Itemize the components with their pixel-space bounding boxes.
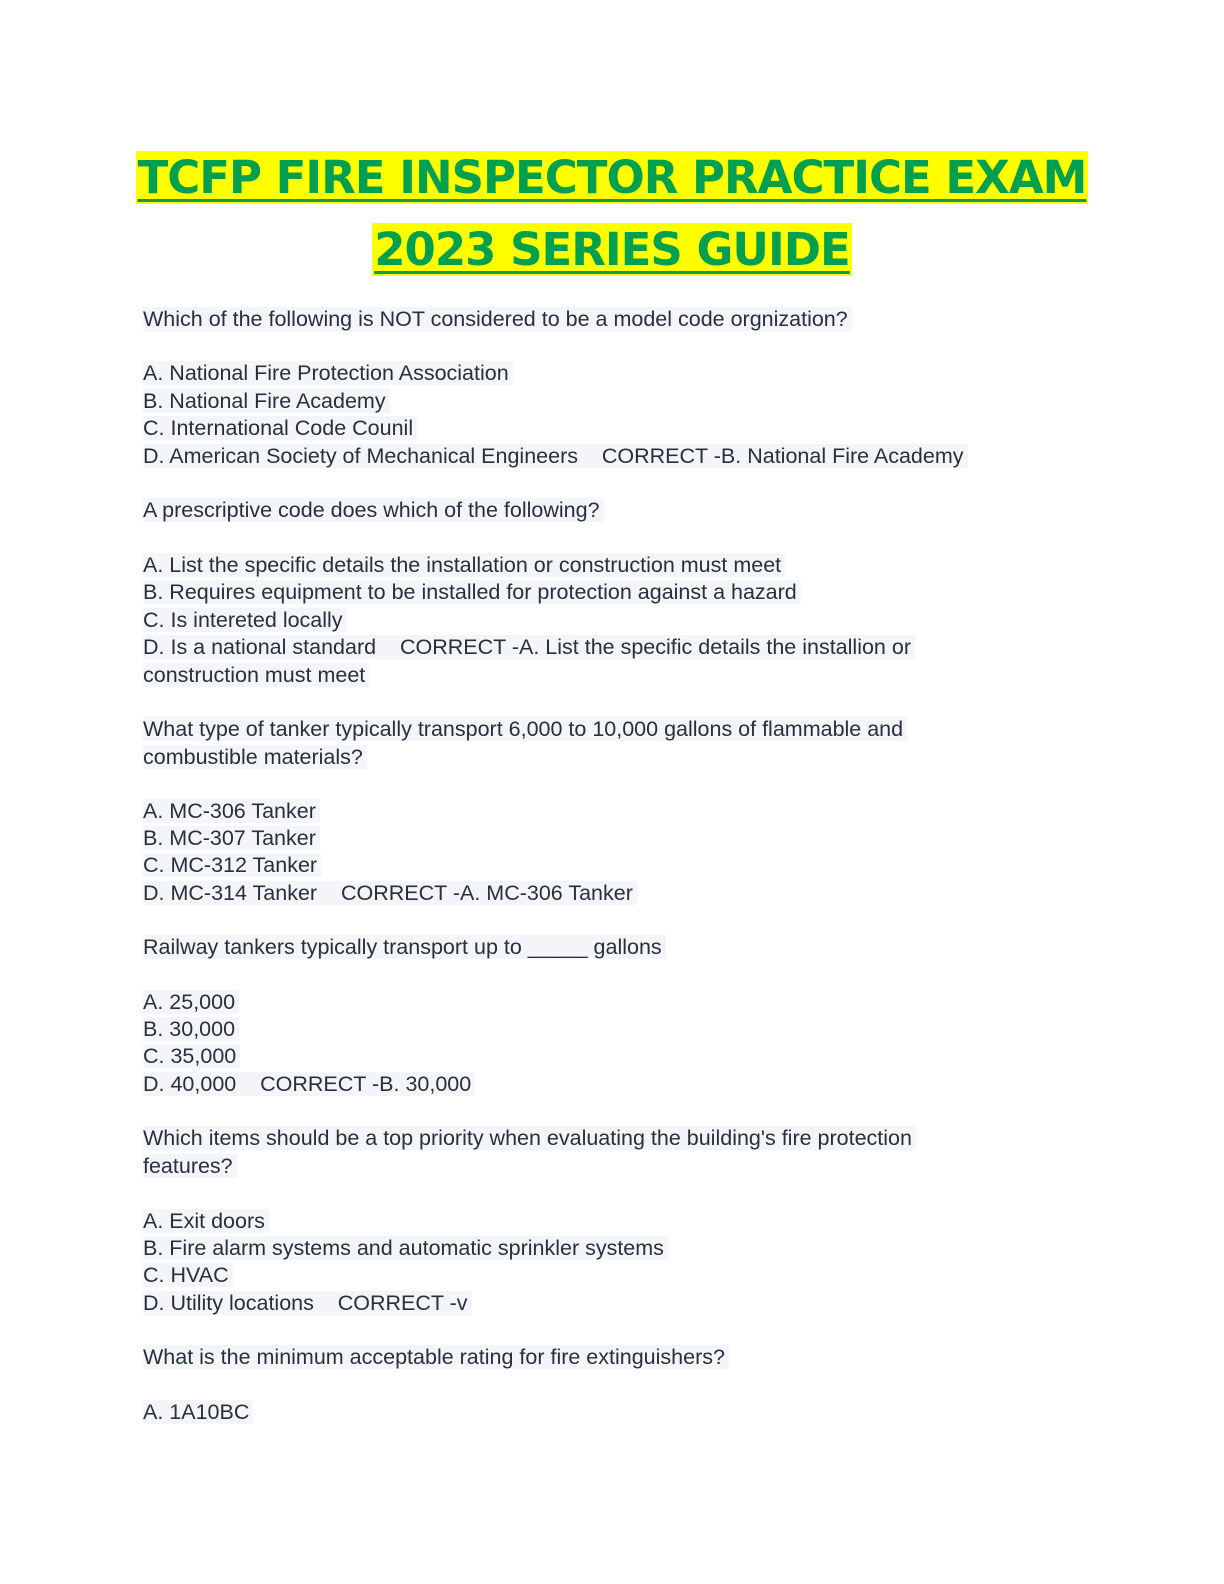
question-3-option-c: C. MC-312 Tanker	[143, 851, 321, 879]
question-1-option-d-answer: D. American Society of Mechanical Engineers CORRECT -B. National Fire Academy	[143, 442, 968, 470]
question-5-option-c: C. HVAC	[143, 1261, 233, 1289]
question-4-option-b: B. 30,000	[143, 1015, 239, 1043]
question-6-option-a: A. 1A10BC	[143, 1398, 253, 1426]
question-3-text: What type of tanker typically transport 6,000 to 10,000 gallons of flammable and	[143, 715, 907, 743]
question-3-option-d-answer: D. MC-314 Tanker CORRECT -A. MC-306 Tanker	[143, 879, 637, 907]
document-title-line-1	[0, 142, 1224, 214]
question-1-option-c: C. International Code Counil	[143, 414, 417, 442]
question-4-option-a: A. 25,000	[143, 988, 239, 1016]
question-1-option-a: A. National Fire Protection Association	[143, 359, 513, 387]
question-5-text: Which items should be a top priority when evaluating the building's fire protection	[143, 1124, 916, 1152]
question-5-option-a: A. Exit doors	[143, 1207, 269, 1235]
question-2-answer-continued: construction must meet	[143, 661, 369, 689]
question-4-option-c: C. 35,000	[143, 1042, 240, 1070]
question-1-text: Which of the following is NOT considered to be a model code orgnization?	[143, 305, 852, 333]
question-6-text: What is the minimum acceptable rating for fire extinguishers?	[143, 1343, 729, 1371]
question-3-option-b: B. MC-307 Tanker	[143, 824, 320, 852]
question-3-option-a: A. MC-306 Tanker	[143, 797, 320, 825]
title-text-1: TCFP FIRE INSPECTOR PRACTICE EXAM	[137, 151, 1087, 204]
question-1-option-b: B. National Fire Academy	[143, 387, 390, 415]
document-title-line-2	[0, 214, 1224, 286]
question-2-text: A prescriptive code does which of the following?	[143, 496, 604, 524]
question-2-option-d-answer: D. Is a national standard CORRECT -A. List the specific details the installion or	[143, 633, 915, 661]
question-4-text: Railway tankers typically transport up to _____ gallons	[143, 933, 666, 961]
question-2-option-b: B. Requires equipment to be installed for protection against a hazard	[143, 578, 801, 606]
question-2-option-c: C. Is intereted locally	[143, 606, 347, 634]
question-3-text-continued: combustible materials?	[143, 743, 367, 771]
question-4-option-d-answer: D. 40,000 CORRECT -B. 30,000	[143, 1070, 475, 1098]
question-5-text-continued: features?	[143, 1152, 237, 1180]
title-text-2: 2023 SERIES GUIDE	[374, 223, 850, 276]
question-5-option-b: B. Fire alarm systems and automatic sprinkler systems	[143, 1234, 668, 1262]
question-2-option-a: A. List the specific details the installation or construction must meet	[143, 551, 785, 579]
question-5-option-d-answer: D. Utility locations CORRECT -v	[143, 1289, 472, 1317]
